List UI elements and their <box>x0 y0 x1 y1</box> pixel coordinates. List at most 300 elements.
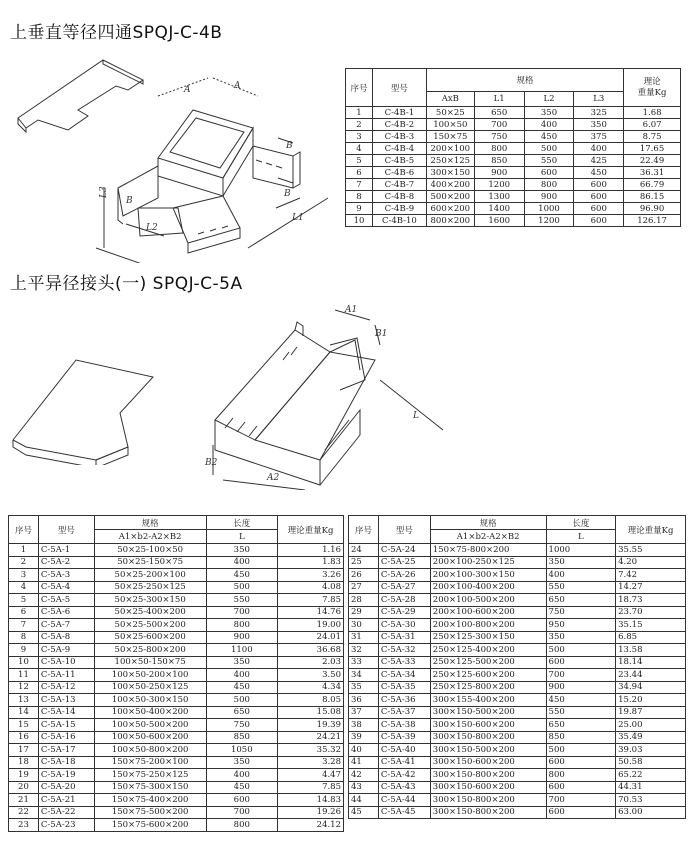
th2r-no: 序号 <box>349 516 379 544</box>
table-cell: 325 <box>574 107 624 119</box>
table-cell: 600 <box>206 794 278 807</box>
table-cell: C-5A-18 <box>38 756 94 769</box>
th-axb: AxB <box>426 92 474 107</box>
th2l-weight: 理论重量Kg <box>278 516 344 544</box>
table-cell: 24 <box>349 544 379 557</box>
section1-table <box>345 68 681 227</box>
table-cell: C-4B-4 <box>372 143 426 155</box>
table-cell: 100×50-600×200 <box>94 731 206 744</box>
table-cell: 300×155-400×200 <box>430 694 546 707</box>
table-cell: C-5A-34 <box>378 669 430 682</box>
table-cell: 50×25-800×200 <box>94 644 206 657</box>
table-cell: C-4B-3 <box>372 131 426 143</box>
table-row <box>346 155 681 167</box>
table-cell: 150×75-600×200 <box>94 819 206 832</box>
table-cell: 3 <box>9 569 39 582</box>
table-cell: 900 <box>524 191 574 203</box>
table-cell: 8.75 <box>624 131 681 143</box>
table-row <box>349 706 686 719</box>
table-cell: C-4B-1 <box>372 107 426 119</box>
table-cell: 70.53 <box>616 794 686 807</box>
section2-title: 上平异径接头(一) SPQJ-C-5A <box>10 274 243 294</box>
table-cell: 750 <box>474 131 524 143</box>
table-row <box>9 794 344 807</box>
table-row <box>9 806 344 819</box>
table-cell: 23.44 <box>616 669 686 682</box>
table-cell: 2.03 <box>278 656 344 669</box>
table-cell: C-5A-14 <box>38 706 94 719</box>
reducer-fitting-diagram <box>195 300 455 490</box>
th2r-spec-sub: A1×b2-A2×B2 <box>430 530 546 544</box>
table-cell: 450 <box>206 781 278 794</box>
table-cell: C-4B-7 <box>372 179 426 191</box>
table-cell: 600 <box>574 191 624 203</box>
table-cell: 7.85 <box>278 781 344 794</box>
table-cell: 1100 <box>206 644 278 657</box>
table-cell: 650 <box>206 706 278 719</box>
table-cell: 600 <box>574 203 624 215</box>
table-cell: 350 <box>206 656 278 669</box>
table-cell: 800 <box>206 619 278 632</box>
table-cell: 63.00 <box>616 806 686 819</box>
table-cell: 14.83 <box>278 794 344 807</box>
table-cell: 600 <box>524 167 574 179</box>
table-cell: 300×150-500×200 <box>430 744 546 757</box>
table-cell: C-5A-13 <box>38 694 94 707</box>
table-cell: 400 <box>206 556 278 569</box>
table-row <box>9 694 344 707</box>
table-cell: C-4B-8 <box>372 191 426 203</box>
table-cell: C-5A-35 <box>378 681 430 694</box>
table-cell: 700 <box>546 669 616 682</box>
table-cell: 900 <box>474 167 524 179</box>
table-cell: 375 <box>574 131 624 143</box>
table-cell: 650 <box>546 719 616 732</box>
table-row <box>346 107 681 119</box>
table-cell: C-5A-11 <box>38 669 94 682</box>
table-row <box>9 631 344 644</box>
table-cell: 43 <box>349 781 379 794</box>
table-cell: 1000 <box>546 544 616 557</box>
table-cell: 19.00 <box>278 619 344 632</box>
table-cell: 450 <box>206 569 278 582</box>
table-row <box>349 606 686 619</box>
table-cell: 126.17 <box>624 215 681 227</box>
table-cell: C-5A-32 <box>378 644 430 657</box>
table-row <box>9 581 344 594</box>
table-row <box>349 681 686 694</box>
section2-table-left <box>8 515 344 832</box>
table-cell: C-5A-21 <box>38 794 94 807</box>
table-row <box>349 619 686 632</box>
table-cell: 300×150 <box>426 167 474 179</box>
table-row <box>346 191 681 203</box>
table-cell: 50×25-200×100 <box>94 569 206 582</box>
table-cell: 44 <box>349 794 379 807</box>
table-cell: 6 <box>346 167 373 179</box>
table-cell: 2 <box>346 119 373 131</box>
table-cell: C-5A-26 <box>378 569 430 582</box>
table-cell: C-5A-17 <box>38 744 94 757</box>
table-cell: 200×100-600×200 <box>430 606 546 619</box>
th2l-spec: 规格 <box>94 516 206 530</box>
table-cell: C-4B-5 <box>372 155 426 167</box>
table-cell: 41 <box>349 756 379 769</box>
table-cell: C-5A-31 <box>378 631 430 644</box>
label-b-left: B <box>126 196 133 206</box>
table-cell: 50×25-300×150 <box>94 594 206 607</box>
table-row <box>349 594 686 607</box>
table-cell: 400 <box>574 143 624 155</box>
label-b1: B1 <box>375 329 388 339</box>
table-cell: 14 <box>9 706 39 719</box>
table-cell: C-5A-7 <box>38 619 94 632</box>
table-cell: 39.03 <box>616 744 686 757</box>
table-cell: 200×100-500×200 <box>430 594 546 607</box>
table-cell: 30 <box>349 619 379 632</box>
table-cell: 550 <box>206 594 278 607</box>
table-cell: 100×50 <box>426 119 474 131</box>
table-cell: 1 <box>9 544 39 557</box>
table-cell: 96.90 <box>624 203 681 215</box>
table-row <box>349 794 686 807</box>
table-cell: 300×150-600×200 <box>430 781 546 794</box>
table-cell: 16 <box>9 731 39 744</box>
table-cell: 400 <box>206 669 278 682</box>
table-cell: 1600 <box>474 215 524 227</box>
table-cell: 800 <box>546 769 616 782</box>
table-cell: 7.42 <box>616 569 686 582</box>
table-cell: 100×50-150×75 <box>94 656 206 669</box>
table-cell: 35.55 <box>616 544 686 557</box>
table-cell: 150×75-500×200 <box>94 806 206 819</box>
table-cell: 28 <box>349 594 379 607</box>
table-cell: 19.87 <box>616 706 686 719</box>
table-cell: 18.14 <box>616 656 686 669</box>
table-cell: 5 <box>346 155 373 167</box>
table-cell: 800 <box>474 143 524 155</box>
table-cell: 12 <box>9 681 39 694</box>
table-cell: 1200 <box>474 179 524 191</box>
table-cell: 550 <box>546 706 616 719</box>
table-cell: 36 <box>349 694 379 707</box>
table-cell: 17 <box>9 744 39 757</box>
reducer-cover-diagram <box>8 355 168 465</box>
table-cell: 4.47 <box>278 769 344 782</box>
table-row <box>9 756 344 769</box>
table-cell: 20 <box>9 781 39 794</box>
table-cell: 300×150-500×200 <box>430 706 546 719</box>
label-a2: A2 <box>267 473 280 483</box>
table-cell: 35.49 <box>616 731 686 744</box>
table-cell: 8.05 <box>278 694 344 707</box>
table-cell: 900 <box>546 681 616 694</box>
table-row <box>349 644 686 657</box>
table-cell: 300×150-600×200 <box>430 756 546 769</box>
label-l3: L3 <box>99 186 109 198</box>
table-cell: 27 <box>349 581 379 594</box>
table-cell: C-5A-40 <box>378 744 430 757</box>
table-row <box>346 179 681 191</box>
label-b-front: B <box>284 189 291 199</box>
table-row <box>346 203 681 215</box>
table-cell: 39 <box>349 731 379 744</box>
table-cell: 400 <box>206 769 278 782</box>
table-cell: 250×125-800×200 <box>430 681 546 694</box>
table-cell: 35.15 <box>616 619 686 632</box>
label-b2: B2 <box>205 458 218 468</box>
table-cell: C-5A-10 <box>38 656 94 669</box>
label-l2: L2 <box>146 223 158 233</box>
table-cell: 37 <box>349 706 379 719</box>
label-l1: L1 <box>292 213 304 223</box>
table-cell: 4 <box>346 143 373 155</box>
table-cell: 3.26 <box>278 569 344 582</box>
table-cell: 1.83 <box>278 556 344 569</box>
th-model: 型号 <box>372 69 426 107</box>
table-cell: 1 <box>346 107 373 119</box>
table-row <box>9 644 344 657</box>
table-cell: 500 <box>546 644 616 657</box>
table-cell: C-4B-9 <box>372 203 426 215</box>
table-cell: 400×200 <box>426 179 474 191</box>
table-cell: 300×150-800×200 <box>430 806 546 819</box>
table-cell: 250×125-400×200 <box>430 644 546 657</box>
table-cell: 200×100-300×150 <box>430 569 546 582</box>
table-cell: 450 <box>574 167 624 179</box>
table-cell: 300×150-800×200 <box>430 769 546 782</box>
table-cell: 15.08 <box>278 706 344 719</box>
table-cell: 400 <box>546 569 616 582</box>
table-cell: 23 <box>9 819 39 832</box>
table-cell: C-5A-27 <box>378 581 430 594</box>
table-cell: 700 <box>546 794 616 807</box>
table-cell: 17.65 <box>624 143 681 155</box>
table-cell: 800 <box>206 819 278 832</box>
table-cell: 8 <box>346 191 373 203</box>
th-l1: L1 <box>474 92 524 107</box>
table-row <box>349 731 686 744</box>
table-cell: 450 <box>546 694 616 707</box>
table-cell: C-5A-37 <box>378 706 430 719</box>
table-cell: C-5A-15 <box>38 719 94 732</box>
table-cell: 7.85 <box>278 594 344 607</box>
section1-title: 上垂直等径四通SPQJ-C-4B <box>10 23 223 43</box>
table-cell: 1050 <box>206 744 278 757</box>
four-way-cross-diagram <box>8 48 338 263</box>
section2-table-right <box>348 515 686 819</box>
th2l-no: 序号 <box>9 516 39 544</box>
table-cell: 34.94 <box>616 681 686 694</box>
table-row <box>9 731 344 744</box>
table-cell: 700 <box>206 606 278 619</box>
table-cell: 150×75-800×200 <box>430 544 546 557</box>
table-cell: 22 <box>9 806 39 819</box>
table-cell: 200×100-250×125 <box>430 556 546 569</box>
table-cell: C-5A-39 <box>378 731 430 744</box>
table-cell: 150×75-400×200 <box>94 794 206 807</box>
table-cell: 3.50 <box>278 669 344 682</box>
table-cell: 200×100-400×200 <box>430 581 546 594</box>
table-cell: 1200 <box>524 215 574 227</box>
table-cell: C-4B-2 <box>372 119 426 131</box>
table-cell: 850 <box>546 731 616 744</box>
table-cell: 35.32 <box>278 744 344 757</box>
table-row <box>349 669 686 682</box>
table-row <box>9 569 344 582</box>
table-cell: 19.26 <box>278 806 344 819</box>
table-cell: 350 <box>574 119 624 131</box>
table-cell: C-5A-42 <box>378 769 430 782</box>
table-cell: 10 <box>346 215 373 227</box>
table-row <box>349 631 686 644</box>
table-cell: 700 <box>474 119 524 131</box>
table-cell: 350 <box>524 107 574 119</box>
table-cell: 500 <box>206 694 278 707</box>
table-cell: 600 <box>546 806 616 819</box>
table-cell: 700 <box>206 806 278 819</box>
th2l-length: 长度 <box>206 516 278 530</box>
table-row <box>9 594 344 607</box>
table-cell: 35 <box>349 681 379 694</box>
table-cell: 15 <box>9 719 39 732</box>
table-cell: C-5A-33 <box>378 656 430 669</box>
th2r-weight: 理论重量Kg <box>616 516 686 544</box>
table-row <box>346 143 681 155</box>
table-row <box>9 769 344 782</box>
table-cell: C-5A-2 <box>38 556 94 569</box>
table-cell: 9 <box>9 644 39 657</box>
table-cell: C-5A-12 <box>38 681 94 694</box>
table-row <box>349 656 686 669</box>
th-spec: 规格 <box>426 69 623 92</box>
table-row <box>349 544 686 557</box>
table-row <box>349 569 686 582</box>
table-cell: 550 <box>546 581 616 594</box>
table-cell: 50×25-600×200 <box>94 631 206 644</box>
table-cell: 26 <box>349 569 379 582</box>
table-row <box>9 544 344 557</box>
table-row <box>349 756 686 769</box>
table-cell: 100×50-300×150 <box>94 694 206 707</box>
table-cell: 42 <box>349 769 379 782</box>
table-cell: C-5A-9 <box>38 644 94 657</box>
table-cell: 150×75 <box>426 131 474 143</box>
table-cell: 24.01 <box>278 631 344 644</box>
table-cell: 29 <box>349 606 379 619</box>
table-cell: 40 <box>349 744 379 757</box>
table-cell: 50×25-100×50 <box>94 544 206 557</box>
table-cell: 850 <box>206 731 278 744</box>
table-cell: C-5A-3 <box>38 569 94 582</box>
table-cell: 100×50-200×100 <box>94 669 206 682</box>
table-cell: 950 <box>546 619 616 632</box>
table-cell: 34 <box>349 669 379 682</box>
table-cell: 1000 <box>524 203 574 215</box>
table-cell: 650 <box>474 107 524 119</box>
table-cell: C-5A-16 <box>38 731 94 744</box>
table-cell: 425 <box>574 155 624 167</box>
th2r-length-sub: L <box>546 530 616 544</box>
table-cell: 4.20 <box>616 556 686 569</box>
table-cell: 600 <box>546 781 616 794</box>
table-cell: C-5A-19 <box>38 769 94 782</box>
table-row <box>349 581 686 594</box>
table-cell: 500×200 <box>426 191 474 203</box>
table-cell: C-5A-4 <box>38 581 94 594</box>
table-cell: C-5A-24 <box>378 544 430 557</box>
table-row <box>9 619 344 632</box>
table-cell: 8 <box>9 631 39 644</box>
table-cell: 6.85 <box>616 631 686 644</box>
table-cell: 600 <box>546 656 616 669</box>
table-cell: 31 <box>349 631 379 644</box>
label-b-right: B <box>286 141 293 151</box>
table-cell: C-5A-43 <box>378 781 430 794</box>
table-cell: C-5A-8 <box>38 631 94 644</box>
table-cell: 300×150-800×200 <box>430 794 546 807</box>
table-cell: 14.27 <box>616 581 686 594</box>
table-cell: 350 <box>546 631 616 644</box>
table-cell: 1400 <box>474 203 524 215</box>
table-cell: 300×150-800×200 <box>430 731 546 744</box>
table-cell: 25 <box>349 556 379 569</box>
table-cell: 6 <box>9 606 39 619</box>
table-cell: 150×75-200×100 <box>94 756 206 769</box>
table-row <box>9 744 344 757</box>
table-cell: 600 <box>574 179 624 191</box>
table-row <box>346 131 681 143</box>
table-cell: 21 <box>9 794 39 807</box>
table-cell: 13 <box>9 694 39 707</box>
table-cell: 14.76 <box>278 606 344 619</box>
label-a-top2: A <box>234 81 241 91</box>
table-cell: 13.58 <box>616 644 686 657</box>
table-row <box>349 744 686 757</box>
th-weight: 理论 重量Kg <box>624 69 681 107</box>
table-cell: 7 <box>9 619 39 632</box>
table-cell: C-5A-45 <box>378 806 430 819</box>
table-cell: 4.34 <box>278 681 344 694</box>
table-cell: 24.12 <box>278 819 344 832</box>
table-cell: 500 <box>206 581 278 594</box>
table-cell: 23.70 <box>616 606 686 619</box>
table-cell: 44.31 <box>616 781 686 794</box>
table-row <box>9 719 344 732</box>
th2l-spec-sub: A1×b2-A2×B2 <box>94 530 206 544</box>
table-row <box>346 167 681 179</box>
table-cell: C-5A-22 <box>38 806 94 819</box>
table-cell: 250×125-500×200 <box>430 656 546 669</box>
table-cell: 50×25 <box>426 107 474 119</box>
table-row <box>9 606 344 619</box>
table-cell: 5 <box>9 594 39 607</box>
table-row <box>349 719 686 732</box>
table-cell: 100×50-800×200 <box>94 744 206 757</box>
label-l: L <box>413 411 419 421</box>
table-cell: C-5A-36 <box>378 694 430 707</box>
table-cell: 450 <box>524 131 574 143</box>
table-row <box>349 556 686 569</box>
table-cell: 22.49 <box>624 155 681 167</box>
table-cell: 10 <box>9 656 39 669</box>
table-cell: C-5A-30 <box>378 619 430 632</box>
table-cell: 100×50-250×125 <box>94 681 206 694</box>
table-cell: 350 <box>206 756 278 769</box>
table-cell: 200×100 <box>426 143 474 155</box>
table-row <box>349 806 686 819</box>
th2l-length-sub: L <box>206 530 278 544</box>
